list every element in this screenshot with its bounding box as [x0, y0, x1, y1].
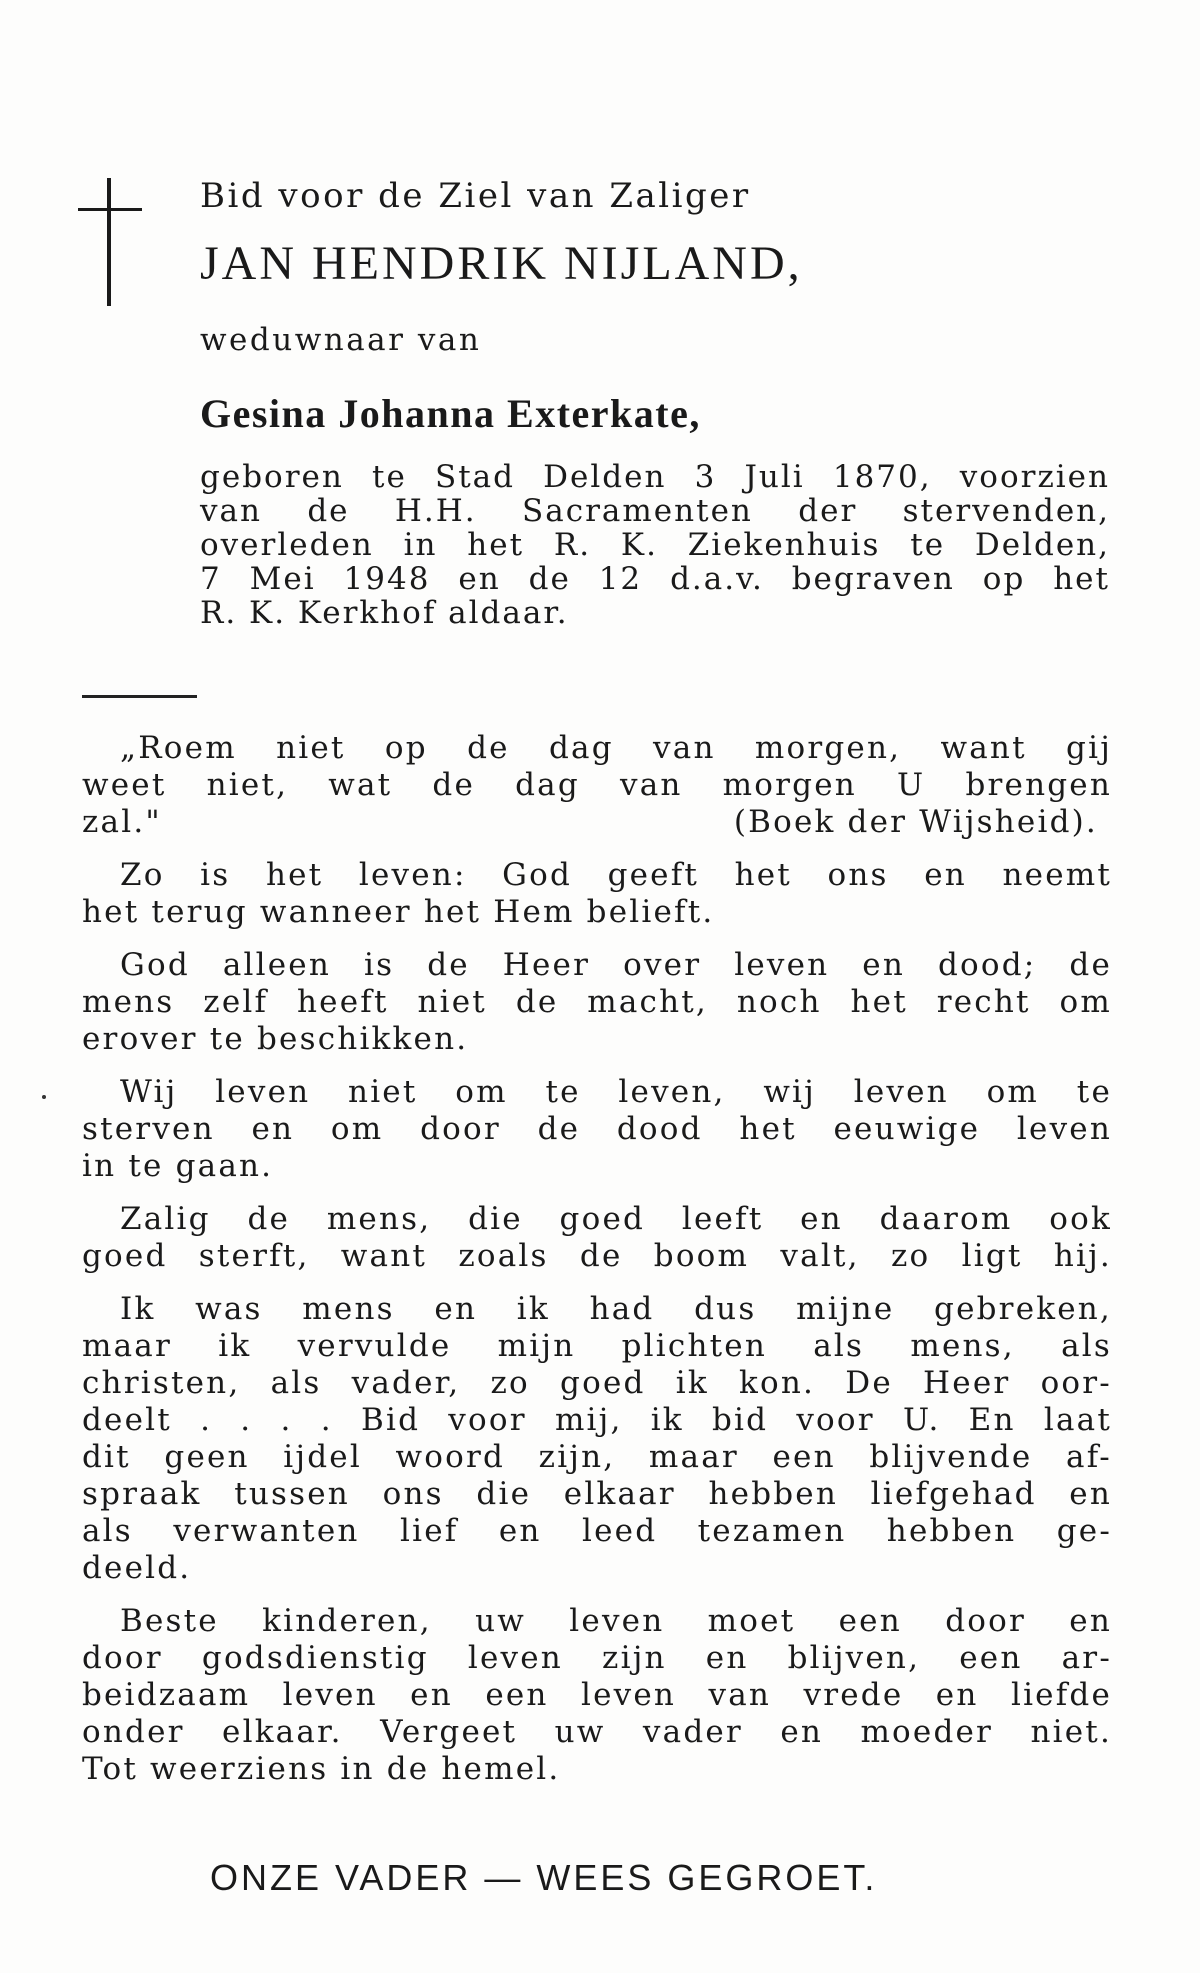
text-line: spraak tussen ons die elkaar hebben liefgehad en: [82, 1476, 1112, 1512]
text-line: als verwanten lief en leed tezamen hebben ge-: [82, 1513, 1112, 1549]
text-line: Ik was mens en ik had dus mijne gebreken,: [120, 1291, 1112, 1327]
text-line: erover te beschikken.: [82, 1021, 469, 1057]
bio-line: geboren te Stad Delden 3 Juli 1870, voorzien: [200, 459, 1110, 495]
text-line: Zalig de mens, die goed leeft en daarom ook: [120, 1201, 1112, 1237]
bio-line: overleden in het R. K. Ziekenhuis te Delden,: [200, 527, 1110, 563]
devotional-texts: [82, 730, 1112, 1804]
bio-line: van de H.H. Sacramenten der stervenden,: [200, 493, 1110, 529]
print-speck: [42, 1095, 46, 1099]
text-line: Tot weerziens in de hemel.: [82, 1751, 561, 1787]
invocation-text: Bid voor de Ziel van Zaliger: [200, 176, 751, 216]
text-line: door godsdienstig leven zijn en blijven, een ar-: [82, 1640, 1112, 1676]
text-line: sterven en om door de dood het eeuwige leven: [82, 1111, 1112, 1147]
closing-prayers: ONZE VADER — WEES GEGROET.: [210, 1857, 878, 1898]
text-line: God alleen is de Heer over leven en dood; de: [120, 947, 1112, 983]
deceased-name: JAN HENDRIK NIJLAND,: [200, 237, 803, 290]
quote-line: „Roem niet op de dag van morgen, want gij: [120, 730, 1112, 766]
relation-text: weduwnaar van: [200, 322, 482, 358]
cross-icon: [78, 178, 142, 306]
text-line: onder elkaar. Vergeet uw vader en moeder niet.: [82, 1714, 1112, 1750]
paragraph-1: [82, 857, 1112, 931]
text-line: in te gaan.: [82, 1148, 274, 1184]
paragraph-2: [82, 947, 1112, 1058]
text-line: beidzaam leven en een leven van vrede en liefde: [82, 1677, 1112, 1713]
text-line: goed sterft, want zoals de boom valt, zo ligt hij.: [82, 1238, 1112, 1274]
text-line: Wij leven niet om te leven, wij leven om te: [120, 1074, 1112, 1110]
quote-citation-row: [82, 804, 1112, 841]
text-line: deelt . . . . Bid voor mij, ik bid voor U. En laat: [82, 1402, 1112, 1438]
quote-end: zal.": [82, 804, 162, 840]
text-line: het terug wanneer het Hem belieft.: [82, 894, 715, 930]
bio-line: R. K. Kerkhof aldaar.: [200, 595, 569, 631]
biography-block: [200, 460, 1110, 630]
quote-paragraph: [82, 730, 1112, 841]
text-line: mens zelf heeft niet de macht, noch het recht om: [82, 984, 1112, 1020]
text-line: deeld.: [82, 1550, 192, 1586]
quote-source: (Boek der Wijsheid).: [733, 804, 1098, 840]
text-line: maar ik vervulde mijn plichten als mens, als: [82, 1328, 1112, 1364]
spouse-name: Gesina Johanna Exterkate,: [200, 391, 701, 436]
paragraph-6: [82, 1603, 1112, 1788]
quote-line: weet niet, wat de dag van morgen U brengen: [82, 767, 1112, 803]
paragraph-5: [82, 1291, 1112, 1587]
paragraph-3: [82, 1074, 1112, 1185]
bio-line: 7 Mei 1948 en de 12 d.a.v. begraven op het: [200, 561, 1110, 597]
divider: [82, 695, 197, 698]
text-line: dit geen ijdel woord zijn, maar een blijvende af-: [82, 1439, 1112, 1475]
paragraph-4: [82, 1201, 1112, 1275]
text-line: christen, als vader, zo goed ik kon. De Heer oor-: [82, 1365, 1112, 1401]
text-line: Zo is het leven: God geeft het ons en neemt: [120, 857, 1112, 893]
text-line: Beste kinderen, uw leven moet een door en: [120, 1603, 1112, 1639]
